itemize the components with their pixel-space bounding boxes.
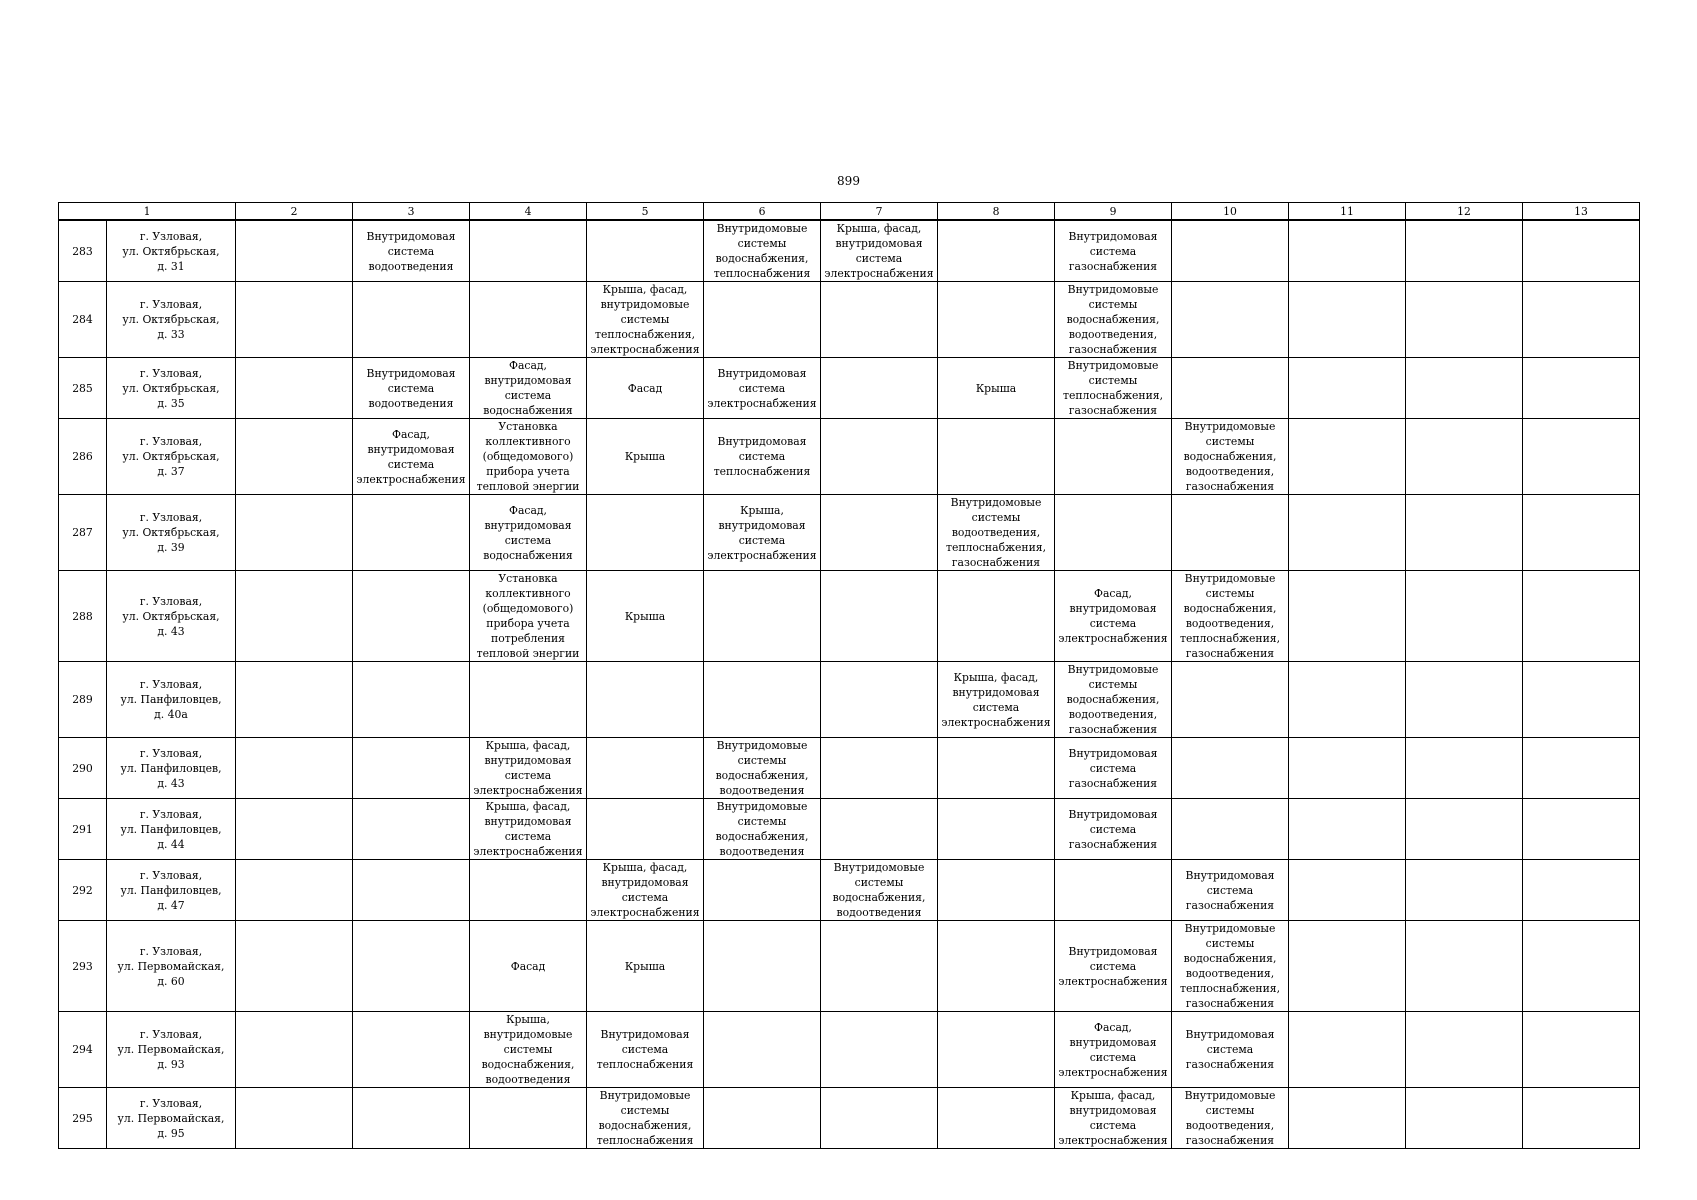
col-10-cell [1172, 358, 1289, 419]
col-4-cell [470, 860, 587, 921]
col-10-cell: Внутридомовые системы водоснабжения, водоотведения, газоснабжения [1172, 419, 1289, 495]
col-12-cell [1406, 921, 1523, 1012]
col-10-cell: Внутридомовые системы водоснабжения, водоотведения, теплоснабжения, газоснабжения [1172, 571, 1289, 662]
col-9-cell: Фасад, внутридомовая система электроснабжения [1055, 1012, 1172, 1088]
col-3-cell: Внутридомовая система водоотведения [353, 358, 470, 419]
row-number: 287 [59, 495, 107, 571]
col-13-cell [1523, 419, 1640, 495]
col-4-cell: Установка коллективного (общедомового) прибора учета потребления тепловой энергии [470, 571, 587, 662]
col-10-cell [1172, 662, 1289, 738]
col-13-cell [1523, 738, 1640, 799]
col-8-cell [938, 1012, 1055, 1088]
col-7-cell [821, 1088, 938, 1149]
col-8-cell [938, 220, 1055, 282]
table-row [59, 358, 1640, 419]
table-row [59, 282, 1640, 358]
col-9-cell [1055, 495, 1172, 571]
col-12-cell [1406, 860, 1523, 921]
col-8-cell [938, 799, 1055, 860]
col-5-cell: Фасад [587, 358, 704, 419]
col-5-cell: Крыша [587, 921, 704, 1012]
column-number-header-row [59, 203, 1640, 221]
col-3-cell: Внутридомовая система водоотведения [353, 220, 470, 282]
col-7-cell [821, 799, 938, 860]
col-3-cell [353, 495, 470, 571]
col-4-cell [470, 220, 587, 282]
col-8-cell: Крыша, фасад, внутридомовая система электроснабжения [938, 662, 1055, 738]
row-number: 288 [59, 571, 107, 662]
col-8-cell [938, 282, 1055, 358]
col-13-cell [1523, 1012, 1640, 1088]
col-7-cell [821, 419, 938, 495]
col-2-cell [236, 1012, 353, 1088]
col-6-cell [704, 571, 821, 662]
col-7-cell [821, 1012, 938, 1088]
column-header: 11 [1289, 203, 1406, 221]
row-number: 283 [59, 220, 107, 282]
col-5-cell: Крыша [587, 571, 704, 662]
address-cell: г. Узловая, ул. Панфиловцев, д. 43 [107, 738, 236, 799]
column-header: 2 [236, 203, 353, 221]
col-11-cell [1289, 358, 1406, 419]
col-9-cell: Крыша, фасад, внутридомовая система электроснабжения [1055, 1088, 1172, 1149]
col-6-cell: Крыша, внутридомовая система электроснабжения [704, 495, 821, 571]
col-12-cell [1406, 571, 1523, 662]
col-3-cell [353, 860, 470, 921]
column-header: 8 [938, 203, 1055, 221]
address-cell: г. Узловая, ул. Первомайская, д. 95 [107, 1088, 236, 1149]
col-8-cell [938, 921, 1055, 1012]
col-4-cell: Фасад [470, 921, 587, 1012]
col-6-cell: Внутридомовая система теплоснабжения [704, 419, 821, 495]
col-10-cell [1172, 495, 1289, 571]
col-7-cell [821, 282, 938, 358]
table-row [59, 799, 1640, 860]
col-3-cell [353, 1088, 470, 1149]
col-7-cell [821, 662, 938, 738]
col-12-cell [1406, 495, 1523, 571]
column-header: 6 [704, 203, 821, 221]
col-7-cell: Внутридомовые системы водоснабжения, водоотведения [821, 860, 938, 921]
col-5-cell: Внутридомовые системы водоснабжения, теплоснабжения [587, 1088, 704, 1149]
col-12-cell [1406, 799, 1523, 860]
row-number: 290 [59, 738, 107, 799]
col-3-cell [353, 738, 470, 799]
col-9-cell: Внутридомовые системы теплоснабжения, газоснабжения [1055, 358, 1172, 419]
row-number: 289 [59, 662, 107, 738]
col-6-cell [704, 1012, 821, 1088]
col-6-cell: Внутридомовые системы водоснабжения, теплоснабжения [704, 220, 821, 282]
col-2-cell [236, 662, 353, 738]
col-11-cell [1289, 860, 1406, 921]
col-7-cell [821, 358, 938, 419]
col-4-cell: Фасад, внутридомовая система водоснабжения [470, 358, 587, 419]
col-6-cell [704, 921, 821, 1012]
col-10-cell [1172, 282, 1289, 358]
col-10-cell: Внутридомовая система газоснабжения [1172, 860, 1289, 921]
col-9-cell: Внутридомовая система газоснабжения [1055, 220, 1172, 282]
row-number: 285 [59, 358, 107, 419]
col-11-cell [1289, 921, 1406, 1012]
table-row [59, 220, 1640, 282]
table-row [59, 419, 1640, 495]
column-header: 12 [1406, 203, 1523, 221]
col-6-cell: Внутридомовые системы водоснабжения, водоотведения [704, 799, 821, 860]
col-12-cell [1406, 1012, 1523, 1088]
col-2-cell [236, 220, 353, 282]
col-6-cell [704, 860, 821, 921]
col-8-cell [938, 738, 1055, 799]
address-cell: г. Узловая, ул. Октябрьская, д. 39 [107, 495, 236, 571]
col-9-cell: Внутридомовая система газоснабжения [1055, 738, 1172, 799]
col-12-cell [1406, 419, 1523, 495]
col-8-cell [938, 860, 1055, 921]
col-13-cell [1523, 282, 1640, 358]
col-10-cell [1172, 738, 1289, 799]
col-3-cell [353, 282, 470, 358]
column-header: 13 [1523, 203, 1640, 221]
col-13-cell [1523, 220, 1640, 282]
col-12-cell [1406, 358, 1523, 419]
address-cell: г. Узловая, ул. Панфиловцев, д. 47 [107, 860, 236, 921]
col-2-cell [236, 799, 353, 860]
col-9-cell [1055, 860, 1172, 921]
table-row [59, 1088, 1640, 1149]
col-4-cell: Фасад, внутридомовая система водоснабжения [470, 495, 587, 571]
table-row [59, 738, 1640, 799]
col-11-cell [1289, 738, 1406, 799]
col-8-cell: Крыша [938, 358, 1055, 419]
table-row [59, 571, 1640, 662]
table-row [59, 662, 1640, 738]
col-4-cell: Крыша, фасад, внутридомовая система электроснабжения [470, 738, 587, 799]
table-row [59, 1012, 1640, 1088]
column-header: 4 [470, 203, 587, 221]
col-9-cell: Внутридомовая система газоснабжения [1055, 799, 1172, 860]
col-13-cell [1523, 1088, 1640, 1149]
col-12-cell [1406, 738, 1523, 799]
col-4-cell: Установка коллективного (общедомового) прибора учета тепловой энергии [470, 419, 587, 495]
address-cell: г. Узловая, ул. Октябрьская, д. 31 [107, 220, 236, 282]
row-number: 284 [59, 282, 107, 358]
col-11-cell [1289, 1088, 1406, 1149]
col-7-cell [821, 921, 938, 1012]
col-5-cell [587, 495, 704, 571]
address-cell: г. Узловая, ул. Октябрьская, д. 35 [107, 358, 236, 419]
col-13-cell [1523, 662, 1640, 738]
col-7-cell: Крыша, фасад, внутридомовая система электроснабжения [821, 220, 938, 282]
col-13-cell [1523, 571, 1640, 662]
address-cell: г. Узловая, ул. Октябрьская, д. 33 [107, 282, 236, 358]
col-12-cell [1406, 282, 1523, 358]
col-5-cell: Крыша, фасад, внутридомовая система электроснабжения [587, 860, 704, 921]
address-cell: г. Узловая, ул. Первомайская, д. 93 [107, 1012, 236, 1088]
col-8-cell [938, 571, 1055, 662]
col-5-cell: Крыша [587, 419, 704, 495]
column-header: 3 [353, 203, 470, 221]
col-10-cell: Внутридомовая система газоснабжения [1172, 1012, 1289, 1088]
col-10-cell: Внутридомовые системы водоснабжения, водоотведения, теплоснабжения, газоснабжения [1172, 921, 1289, 1012]
col-2-cell [236, 1088, 353, 1149]
col-3-cell: Фасад, внутридомовая система электроснабжения [353, 419, 470, 495]
row-number: 292 [59, 860, 107, 921]
col-2-cell [236, 738, 353, 799]
column-header: 10 [1172, 203, 1289, 221]
column-header: 1 [59, 203, 236, 221]
col-2-cell [236, 419, 353, 495]
col-2-cell [236, 860, 353, 921]
col-2-cell [236, 282, 353, 358]
col-5-cell: Крыша, фасад, внутридомовые системы теплоснабжения, электроснабжения [587, 282, 704, 358]
col-4-cell [470, 1088, 587, 1149]
repair-schedule-table [58, 202, 1640, 1149]
col-5-cell [587, 662, 704, 738]
col-12-cell [1406, 662, 1523, 738]
row-number: 293 [59, 921, 107, 1012]
address-cell: г. Узловая, ул. Панфиловцев, д. 40а [107, 662, 236, 738]
col-5-cell [587, 799, 704, 860]
col-2-cell [236, 495, 353, 571]
address-cell: г. Узловая, ул. Панфиловцев, д. 44 [107, 799, 236, 860]
col-11-cell [1289, 1012, 1406, 1088]
col-6-cell [704, 282, 821, 358]
col-4-cell [470, 282, 587, 358]
col-13-cell [1523, 799, 1640, 860]
row-number: 295 [59, 1088, 107, 1149]
col-9-cell: Внутридомовые системы водоснабжения, водоотведения, газоснабжения [1055, 662, 1172, 738]
table-row [59, 860, 1640, 921]
table-row [59, 495, 1640, 571]
col-3-cell [353, 1012, 470, 1088]
address-cell: г. Узловая, ул. Первомайская, д. 60 [107, 921, 236, 1012]
col-13-cell [1523, 358, 1640, 419]
col-6-cell [704, 662, 821, 738]
col-10-cell [1172, 799, 1289, 860]
row-number: 294 [59, 1012, 107, 1088]
col-6-cell [704, 1088, 821, 1149]
col-13-cell [1523, 921, 1640, 1012]
column-header: 5 [587, 203, 704, 221]
col-10-cell: Внутридомовые системы водоотведения, газоснабжения [1172, 1088, 1289, 1149]
address-cell: г. Узловая, ул. Октябрьская, д. 43 [107, 571, 236, 662]
col-9-cell: Внутридомовые системы водоснабжения, водоотведения, газоснабжения [1055, 282, 1172, 358]
col-5-cell [587, 220, 704, 282]
col-9-cell [1055, 419, 1172, 495]
col-12-cell [1406, 1088, 1523, 1149]
row-number: 291 [59, 799, 107, 860]
col-12-cell [1406, 220, 1523, 282]
col-8-cell [938, 1088, 1055, 1149]
col-11-cell [1289, 220, 1406, 282]
col-9-cell: Фасад, внутридомовая система электроснабжения [1055, 571, 1172, 662]
col-2-cell [236, 358, 353, 419]
col-4-cell: Крыша, фасад, внутридомовая система электроснабжения [470, 799, 587, 860]
col-2-cell [236, 921, 353, 1012]
col-3-cell [353, 662, 470, 738]
col-10-cell [1172, 220, 1289, 282]
col-11-cell [1289, 571, 1406, 662]
col-7-cell [821, 571, 938, 662]
col-11-cell [1289, 495, 1406, 571]
col-11-cell [1289, 419, 1406, 495]
row-number: 286 [59, 419, 107, 495]
col-3-cell [353, 799, 470, 860]
page-number: 899 [837, 174, 860, 188]
col-11-cell [1289, 799, 1406, 860]
col-11-cell [1289, 282, 1406, 358]
col-3-cell [353, 921, 470, 1012]
col-8-cell [938, 419, 1055, 495]
address-cell: г. Узловая, ул. Октябрьская, д. 37 [107, 419, 236, 495]
col-6-cell: Внутридомовые системы водоснабжения, водоотведения [704, 738, 821, 799]
col-3-cell [353, 571, 470, 662]
col-4-cell [470, 662, 587, 738]
col-7-cell [821, 495, 938, 571]
col-11-cell [1289, 662, 1406, 738]
column-header: 7 [821, 203, 938, 221]
col-5-cell [587, 738, 704, 799]
col-9-cell: Внутридомовая система электроснабжения [1055, 921, 1172, 1012]
col-5-cell: Внутридомовая система теплоснабжения [587, 1012, 704, 1088]
col-13-cell [1523, 495, 1640, 571]
col-7-cell [821, 738, 938, 799]
col-4-cell: Крыша, внутридомовые системы водоснабжения, водоотведения [470, 1012, 587, 1088]
col-13-cell [1523, 860, 1640, 921]
col-2-cell [236, 571, 353, 662]
table-row [59, 921, 1640, 1012]
col-8-cell: Внутридомовые системы водоотведения, теплоснабжения, газоснабжения [938, 495, 1055, 571]
col-6-cell: Внутридомовая система электроснабжения [704, 358, 821, 419]
column-header: 9 [1055, 203, 1172, 221]
